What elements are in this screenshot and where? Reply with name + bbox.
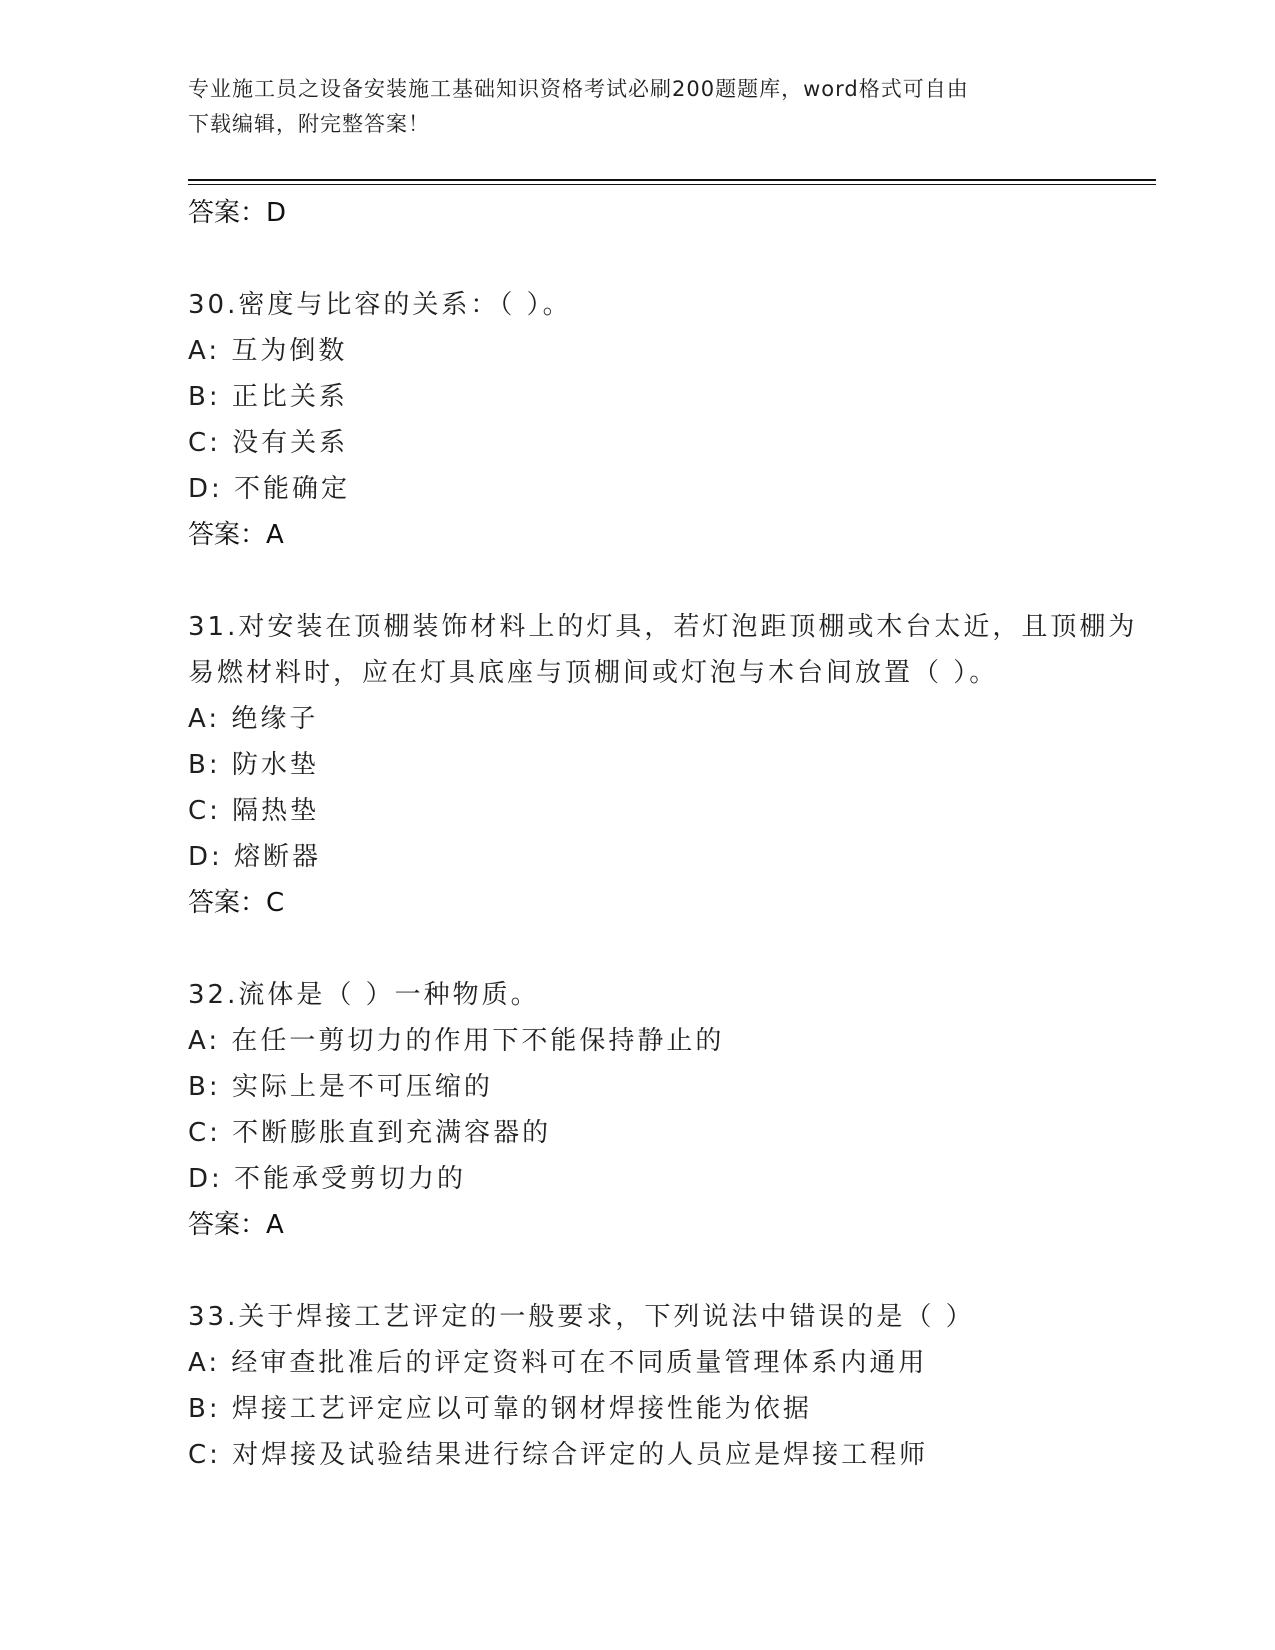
question-30 xyxy=(188,282,1148,558)
option-a: A: 在任一剪切力的作用下不能保持静止的 xyxy=(188,1026,725,1056)
option-b: B: 焊接工艺评定应以可靠的钢材焊接性能为依据 xyxy=(188,1394,812,1424)
option-c: C: 不断膨胀直到充满容器的 xyxy=(188,1118,552,1148)
question-list xyxy=(188,190,1148,1478)
option-a: A: 经审查批准后的评定资料可在不同质量管理体系内通用 xyxy=(188,1348,928,1378)
option-d: D: 不能确定 xyxy=(188,474,351,504)
option-b: B: 正比关系 xyxy=(188,382,348,412)
option-a: A: 绝缘子 xyxy=(188,704,319,734)
header-line-1: 专业施工员之设备安装施工基础知识资格考试必刷200题题库，word格式可自由 xyxy=(188,77,969,101)
answer-line: 答案：A xyxy=(188,1210,284,1240)
header-divider-thin xyxy=(188,184,1156,185)
option-c: C: 隔热垫 xyxy=(188,796,320,826)
option-a: A: 互为倒数 xyxy=(188,336,348,366)
header-line-2: 下载编辑，附完整答案！ xyxy=(188,112,430,136)
option-d: D: 不能承受剪切力的 xyxy=(188,1164,467,1194)
option-d: D: 熔断器 xyxy=(188,842,322,872)
option-c: C: 对焊接及试验结果进行综合评定的人员应是焊接工程师 xyxy=(188,1440,929,1470)
spacer xyxy=(188,926,1148,972)
question-text: 33.关于焊接工艺评定的一般要求，下列说法中错误的是（ ） xyxy=(188,1302,975,1332)
question-32 xyxy=(188,972,1148,1248)
spacer xyxy=(188,236,1148,282)
question-text: 30.密度与比容的关系：（ ）。 xyxy=(188,290,572,320)
question-text: 31.对安装在顶棚装饰材料上的灯具，若灯泡距顶棚或木台太近，且顶棚为易燃材料时，应在灯具底座与顶棚间或灯泡与木台间放置（ ）。 xyxy=(188,612,1138,688)
option-b: B: 实际上是不可压缩的 xyxy=(188,1072,493,1102)
answer-line: 答案：C xyxy=(188,888,285,918)
answer-line: 答案：A xyxy=(188,520,284,550)
document-header xyxy=(188,72,1078,142)
option-b: B: 防水垫 xyxy=(188,750,319,780)
option-c: C: 没有关系 xyxy=(188,428,349,458)
spacer xyxy=(188,558,1148,604)
header-divider-thick xyxy=(188,179,1156,181)
previous-question-answer: 答案：D xyxy=(188,198,287,228)
question-31 xyxy=(188,604,1148,926)
question-33 xyxy=(188,1294,1148,1478)
spacer xyxy=(188,1248,1148,1294)
question-text: 32.流体是（ ）一种物质。 xyxy=(188,980,540,1010)
